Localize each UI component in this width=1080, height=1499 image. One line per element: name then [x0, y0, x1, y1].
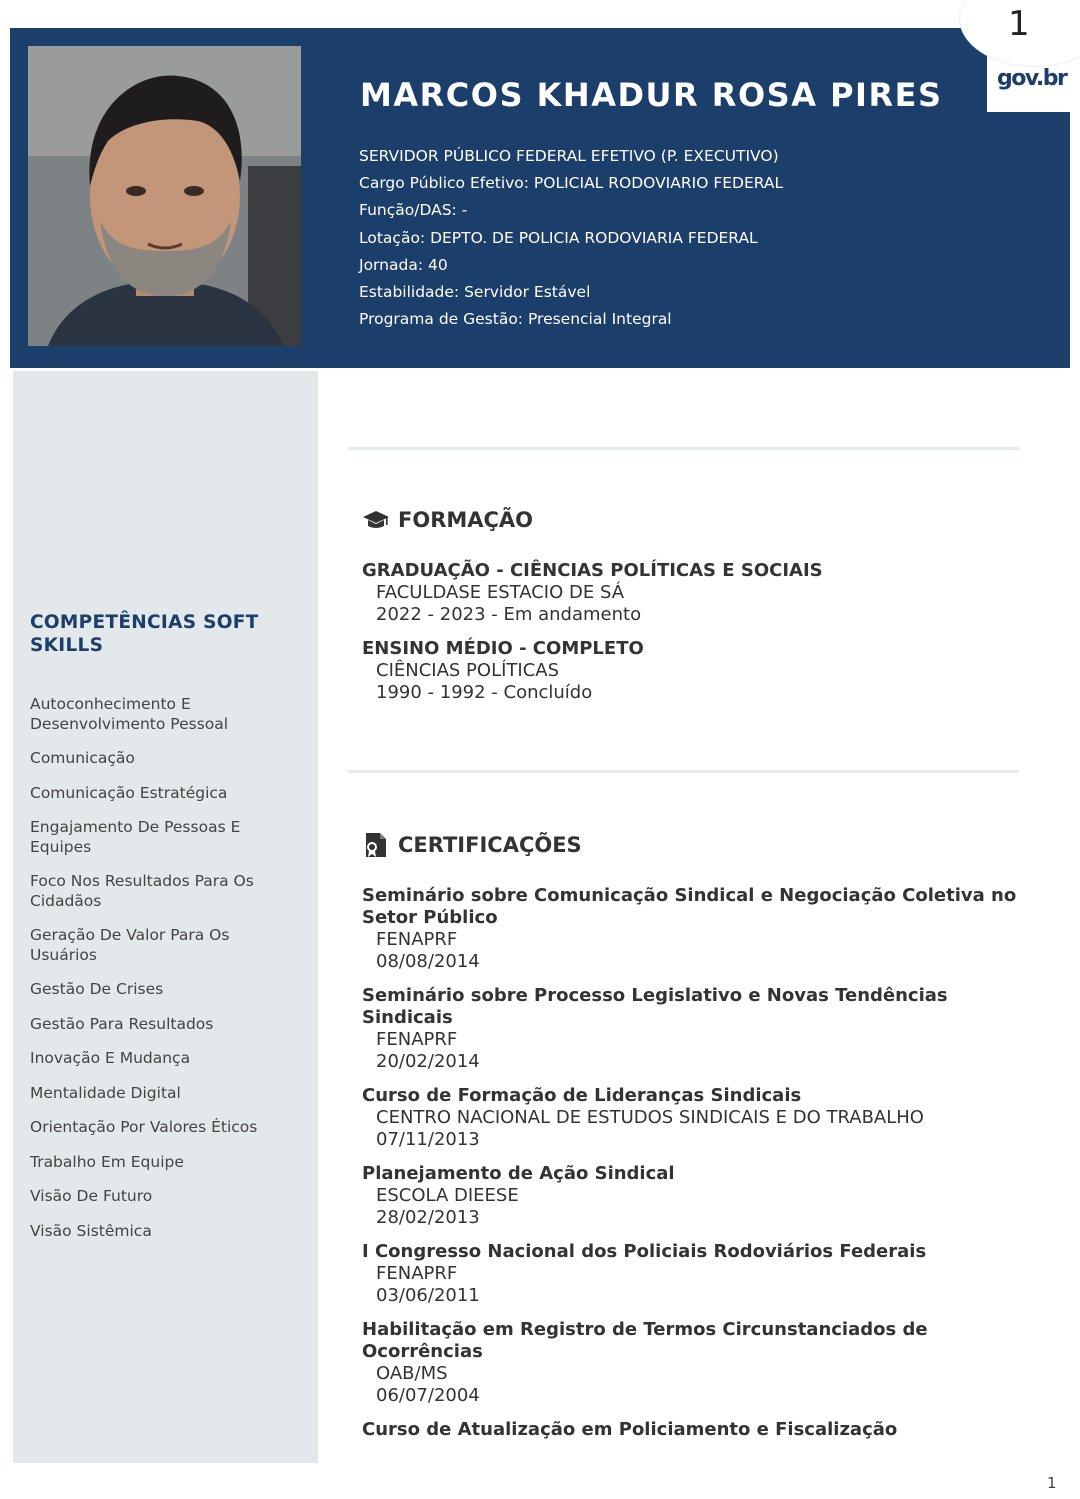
- entry-line: OAB/MS: [376, 1363, 448, 1384]
- person-photo-icon: [28, 46, 301, 346]
- entry-line: ESCOLA DIEESE: [376, 1185, 519, 1206]
- entry-title: ENSINO MÉDIO - COMPLETO: [362, 638, 644, 659]
- entry-title: Curso de Atualização em Policiamento e Fiscalização: [362, 1419, 898, 1440]
- person-name: MARCOS KHADUR ROSA PIRES: [360, 76, 943, 114]
- profile-photo: [28, 46, 301, 346]
- formacao-entry: [362, 560, 1022, 626]
- entry-title: Seminário sobre Comunicação Sindical e Negociação Coletiva no Setor Público: [362, 885, 1017, 928]
- skill-item: Foco Nos Resultados Para Os Cidadãos: [30, 872, 254, 910]
- skill-item: Mentalidade Digital: [30, 1083, 181, 1102]
- gov-br-logo: gov.br: [987, 52, 1070, 112]
- entry-line: 28/02/2013: [376, 1207, 480, 1228]
- info-line: Cargo Público Efetivo: POLICIAL RODOVIARIO FEDERAL: [359, 174, 784, 193]
- certificacao-entry: [362, 1085, 1022, 1151]
- skill-item: Engajamento De Pessoas E Equipes: [30, 818, 241, 856]
- entry-title: I Congresso Nacional dos Policiais Rodoviários Federais: [362, 1241, 927, 1262]
- entry-line: 03/06/2011: [376, 1285, 480, 1306]
- entry-line: FACULDASE ESTACIO DE SÁ: [376, 582, 625, 603]
- info-line: Lotação: DEPTO. DE POLICIA RODOVIARIA FEDERAL: [359, 228, 758, 247]
- entry-line: 06/07/2004: [376, 1385, 480, 1406]
- skill-item: Gestão De Crises: [30, 980, 164, 998]
- skill-item: Trabalho Em Equipe: [30, 1152, 184, 1171]
- certificacao-entry: [362, 1419, 1022, 1441]
- entry-title: Seminário sobre Processo Legislativo e Novas Tendências Sindicais: [362, 985, 948, 1028]
- skill-item: Inovação E Mudança: [30, 1049, 191, 1067]
- certificacao-entry: [362, 1241, 1022, 1307]
- employment-info: [359, 143, 783, 333]
- info-line: Jornada: 40: [359, 255, 448, 274]
- skill-item: Orientação Por Valores Éticos: [30, 1118, 258, 1136]
- page-badge-number: 1: [1008, 4, 1030, 44]
- entry-line: 08/08/2014: [376, 951, 480, 972]
- entry-title: Planejamento de Ação Sindical: [362, 1163, 675, 1184]
- entry-title: GRADUAÇÃO - CIÊNCIAS POLÍTICAS E SOCIAIS: [362, 560, 823, 581]
- entry-line: CIÊNCIAS POLÍTICAS: [376, 660, 560, 681]
- section-divider: [348, 770, 1019, 773]
- formacao-entry: [362, 638, 1022, 704]
- entry-line: CENTRO NACIONAL DE ESTUDOS SINDICAIS E DO TRABALHO: [376, 1107, 924, 1128]
- skill-item: Gestão Para Resultados: [30, 1014, 214, 1033]
- certificacoes-title: CERTIFICAÇÕES: [398, 833, 582, 857]
- info-line: SERVIDOR PÚBLICO FEDERAL EFETIVO (P. EXECUTIVO): [359, 147, 779, 165]
- info-line: Programa de Gestão: Presencial Integral: [359, 310, 672, 329]
- graduation-cap-icon: [362, 509, 390, 531]
- entry-line: 20/02/2014: [376, 1051, 480, 1072]
- skill-item: Geração De Valor Para Os Usuários: [30, 926, 230, 964]
- info-line: Função/DAS: -: [359, 201, 468, 220]
- skill-item: Autoconhecimento E Desenvolvimento Pessoal: [30, 695, 229, 733]
- soft-skills-list: [30, 695, 300, 1256]
- info-line: Estabilidade: Servidor Estável: [359, 283, 591, 302]
- certificacao-entry: [362, 1319, 1022, 1407]
- certificacao-entry: [362, 985, 1022, 1073]
- section-divider: [348, 447, 1019, 450]
- entry-line: 1990 - 1992 - Concluído: [376, 682, 593, 703]
- soft-skills-title: COMPETÊNCIAS SOFT SKILLS: [30, 612, 259, 656]
- certificacao-entry: [362, 885, 1022, 973]
- formacao-title: FORMAÇÃO: [398, 508, 534, 532]
- certificate-icon: [362, 832, 390, 858]
- entry-line: 2022 - 2023 - Em andamento: [376, 604, 642, 625]
- entry-line: FENAPRF: [376, 1263, 458, 1284]
- entry-line: FENAPRF: [376, 1029, 458, 1050]
- skill-item: Comunicação: [30, 749, 135, 767]
- entry-line: 07/11/2013: [376, 1129, 480, 1150]
- certificacoes-list: [362, 885, 1022, 1453]
- page-number: 1: [1047, 1474, 1057, 1492]
- certificacao-entry: [362, 1163, 1022, 1229]
- certificacoes-heading: [362, 832, 582, 858]
- entry-title: Curso de Formação de Lideranças Sindicais: [362, 1085, 802, 1106]
- skill-item: Comunicação Estratégica: [30, 783, 228, 802]
- formacao-heading: [362, 508, 533, 532]
- formacao-list: [362, 560, 1022, 716]
- skill-item: Visão De Futuro: [30, 1187, 153, 1205]
- skill-item: Visão Sistêmica: [30, 1221, 152, 1240]
- entry-title: Habilitação em Registro de Termos Circunstanciados de Ocorrências: [362, 1319, 928, 1362]
- entry-line: FENAPRF: [376, 929, 458, 950]
